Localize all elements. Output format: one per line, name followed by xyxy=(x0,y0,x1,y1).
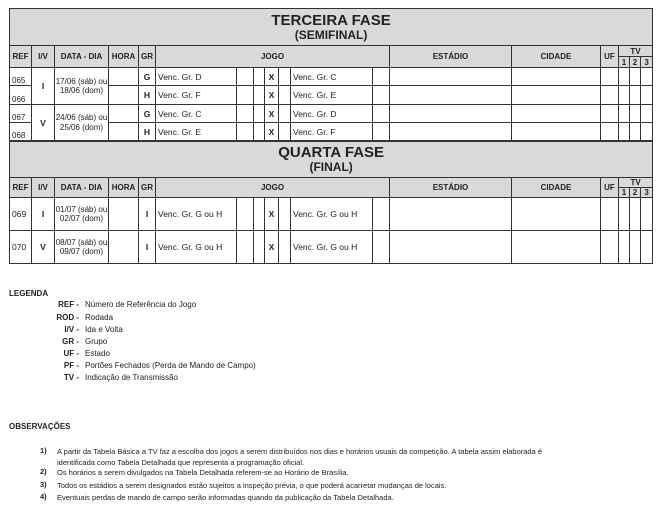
tv2-cell xyxy=(630,198,641,231)
tv3-cell xyxy=(641,198,653,231)
score2-cell xyxy=(373,86,390,105)
observation-text: Todos os estádios a serem designados estão sujeitos a inspeção prévia, o que poderá acarretar mudanças de locais. xyxy=(57,481,447,490)
hora-cell xyxy=(109,68,139,86)
legend-value: Rodada xyxy=(85,313,114,322)
ref-cell: 065 xyxy=(10,68,32,86)
score1-cell xyxy=(237,123,254,141)
header-ref: REF xyxy=(10,178,32,198)
header-tv: TV xyxy=(619,178,653,188)
quarta-fase-table xyxy=(9,141,653,264)
tv2-cell xyxy=(630,105,641,123)
gr-cell: I xyxy=(139,231,156,264)
gr-cell: H xyxy=(139,123,156,141)
iv-cell: I xyxy=(32,198,55,231)
legend-title: LEGENDA xyxy=(9,289,49,298)
cidade-cell xyxy=(512,198,601,231)
tv2-cell xyxy=(630,123,641,141)
tv3-cell xyxy=(641,105,653,123)
header-tv: TV xyxy=(619,46,653,57)
score1-cell xyxy=(237,105,254,123)
header-tv-2: 2 xyxy=(630,57,641,68)
header-tv-1: 1 xyxy=(619,188,630,198)
header-estadio: ESTÁDIO xyxy=(390,46,512,68)
date-cell: 17/06 (sáb) ou 18/06 (dom) xyxy=(55,68,109,105)
tv3-cell xyxy=(641,123,653,141)
tv2-cell xyxy=(630,86,641,105)
cidade-cell xyxy=(512,123,601,141)
header-hora: HORA xyxy=(109,46,139,68)
gr-cell: I xyxy=(139,198,156,231)
table-row xyxy=(10,105,653,123)
pf1-cell xyxy=(254,231,265,264)
pf1-cell xyxy=(254,123,265,141)
pf2-cell xyxy=(279,231,291,264)
legend-key: REF - xyxy=(58,300,79,309)
observation-number: 1) xyxy=(40,446,47,455)
score2-cell xyxy=(373,68,390,86)
table-row xyxy=(10,68,653,86)
score2-cell xyxy=(373,198,390,231)
pf2-cell xyxy=(279,68,291,86)
estadio-cell xyxy=(390,68,512,86)
header-hora: HORA xyxy=(109,178,139,198)
vs-cell: X xyxy=(265,68,279,86)
legend-key: TV - xyxy=(63,373,79,382)
hora-cell xyxy=(109,123,139,141)
observations-title: OBSERVAÇÕES xyxy=(9,422,71,431)
gr-cell: G xyxy=(139,105,156,123)
legend-value: Grupo xyxy=(85,337,108,346)
hora-cell xyxy=(109,198,139,231)
phase-subtitle-text: (FINAL) xyxy=(309,160,353,175)
ref-cell: 067 xyxy=(10,105,32,123)
pf2-cell xyxy=(279,198,291,231)
header-uf: UF xyxy=(601,178,619,198)
score2-cell xyxy=(373,231,390,264)
phase-title xyxy=(10,9,653,46)
observation-number: 2) xyxy=(40,467,47,476)
header-jogo: JOGO xyxy=(156,178,390,198)
gr-cell: G xyxy=(139,68,156,86)
team1-cell: Venc. Gr. C xyxy=(156,105,237,123)
legend-value: Portões Fechados (Perda de Mando de Campo) xyxy=(85,361,256,370)
tv1-cell xyxy=(619,86,630,105)
iv-cell: V xyxy=(32,231,55,264)
estadio-cell xyxy=(390,231,512,264)
vs-cell: X xyxy=(265,105,279,123)
header-tv-3: 3 xyxy=(641,188,653,198)
phase-subtitle-text: (SEMIFINAL) xyxy=(294,27,368,42)
legend-value: Número de Referência do Jogo xyxy=(85,300,197,309)
header-iv: I/V xyxy=(32,46,55,68)
score1-cell xyxy=(237,68,254,86)
uf-cell xyxy=(601,123,619,141)
pf1-cell xyxy=(254,68,265,86)
table-row xyxy=(10,198,653,231)
pf2-cell xyxy=(279,86,291,105)
estadio-cell xyxy=(390,198,512,231)
header-gr: GR xyxy=(139,46,156,68)
legend-key: ROD - xyxy=(56,313,79,322)
pf2-cell xyxy=(279,123,291,141)
vs-cell: X xyxy=(265,86,279,105)
tv2-cell xyxy=(630,68,641,86)
iv-cell: V xyxy=(32,105,55,141)
score1-cell xyxy=(237,86,254,105)
score1-cell xyxy=(237,198,254,231)
cidade-cell xyxy=(512,86,601,105)
date-cell: 01/07 (sáb) ou 02/07 (dom) xyxy=(55,198,109,231)
ref-cell: 066 xyxy=(10,86,32,105)
score2-cell xyxy=(373,105,390,123)
tv3-cell xyxy=(641,68,653,86)
ref-cell: 069 xyxy=(10,198,32,231)
gr-cell: H xyxy=(139,86,156,105)
header-cidade: CIDADE xyxy=(512,46,601,68)
uf-cell xyxy=(601,105,619,123)
observation-text-line1: A partir da Tabela Básica a TV faz a escolha dos jogos a serem distribuídos nos dias e horários usuais da competição. A tabela assim elaborada é xyxy=(57,447,543,456)
terceira-fase-table xyxy=(9,8,653,141)
legend-value: Indicação de Transmissão xyxy=(85,373,178,382)
header-uf: UF xyxy=(601,46,619,68)
score2-cell xyxy=(373,123,390,141)
observation-number: 3) xyxy=(40,480,47,489)
phase-title-text: TERCEIRA FASE xyxy=(271,11,391,29)
team2-cell: Venc. Gr. F xyxy=(291,123,373,141)
estadio-cell xyxy=(390,123,512,141)
ref-cell: 068 xyxy=(10,123,32,141)
team1-cell: Venc. Gr. F xyxy=(156,86,237,105)
estadio-cell xyxy=(390,86,512,105)
vs-cell: X xyxy=(265,123,279,141)
tv1-cell xyxy=(619,123,630,141)
header-jogo: JOGO xyxy=(156,46,390,68)
team1-cell: Venc. Gr. E xyxy=(156,123,237,141)
ref-cell: 070 xyxy=(10,231,32,264)
tv1-cell xyxy=(619,198,630,231)
date-cell: 24/06 (sáb) ou 25/06 (dom) xyxy=(55,105,109,141)
table-row xyxy=(10,231,653,264)
iv-cell: I xyxy=(32,68,55,105)
team2-cell: Venc. Gr. D xyxy=(291,105,373,123)
tv1-cell xyxy=(619,231,630,264)
score1-cell xyxy=(237,231,254,264)
cidade-cell xyxy=(512,231,601,264)
header-gr: GR xyxy=(139,178,156,198)
uf-cell xyxy=(601,231,619,264)
observation-text: Eventuais perdas de mando de campo serão informadas quando da publicação da Tabela Detalhada. xyxy=(57,493,394,502)
header-iv: I/V xyxy=(32,178,55,198)
phase-title-text: QUARTA FASE xyxy=(278,144,385,162)
hora-cell xyxy=(109,231,139,264)
cidade-cell xyxy=(512,105,601,123)
team1-cell: Venc. Gr. G ou H xyxy=(156,231,237,264)
team2-cell: Venc. Gr. E xyxy=(291,86,373,105)
cidade-cell xyxy=(512,68,601,86)
hora-cell xyxy=(109,105,139,123)
legend-value: Estado xyxy=(85,349,110,358)
legend-key: UF - xyxy=(63,349,79,358)
uf-cell xyxy=(601,68,619,86)
uf-cell xyxy=(601,198,619,231)
date-cell: 08/07 (sáb) ou 09/07 (dom) xyxy=(55,231,109,264)
header-data-dia: DATA - DIA xyxy=(55,46,109,68)
estadio-cell xyxy=(390,105,512,123)
vs-cell: X xyxy=(265,231,279,264)
legend-key: GR - xyxy=(62,337,79,346)
pf1-cell xyxy=(254,86,265,105)
legend-key: I/V - xyxy=(64,325,79,334)
tv1-cell xyxy=(619,68,630,86)
tv3-cell xyxy=(641,86,653,105)
observation-text-line2: identificada como Tabela Detalhada que representa a programação oficial. xyxy=(57,458,305,467)
hora-cell xyxy=(109,86,139,105)
observation-number: 4) xyxy=(40,492,47,501)
header-tv-1: 1 xyxy=(619,57,630,68)
header-tv-3: 3 xyxy=(641,57,653,68)
header-tv-2: 2 xyxy=(630,188,641,198)
legend-key: PF - xyxy=(63,361,79,370)
legend-section xyxy=(9,289,48,298)
tv3-cell xyxy=(641,231,653,264)
vs-cell: X xyxy=(265,198,279,231)
tv2-cell xyxy=(630,231,641,264)
uf-cell xyxy=(601,86,619,105)
pf1-cell xyxy=(254,105,265,123)
pf1-cell xyxy=(254,198,265,231)
legend-value: Ida e Volta xyxy=(85,325,123,334)
header-cidade: CIDADE xyxy=(512,178,601,198)
team1-cell: Venc. Gr. D xyxy=(156,68,237,86)
header-data-dia: DATA - DIA xyxy=(55,178,109,198)
team2-cell: Venc. Gr. G ou H xyxy=(291,231,373,264)
header-ref: REF xyxy=(10,46,32,68)
phase-title xyxy=(10,142,653,178)
team2-cell: Venc. Gr. G ou H xyxy=(291,198,373,231)
pf2-cell xyxy=(279,105,291,123)
observation-text: Os horários a serem divulgados na Tabela Detalhada referem-se ao Horário de Brasília. xyxy=(57,468,349,477)
team1-cell: Venc. Gr. G ou H xyxy=(156,198,237,231)
team2-cell: Venc. Gr. C xyxy=(291,68,373,86)
header-estadio: ESTÁDIO xyxy=(390,178,512,198)
tv1-cell xyxy=(619,105,630,123)
